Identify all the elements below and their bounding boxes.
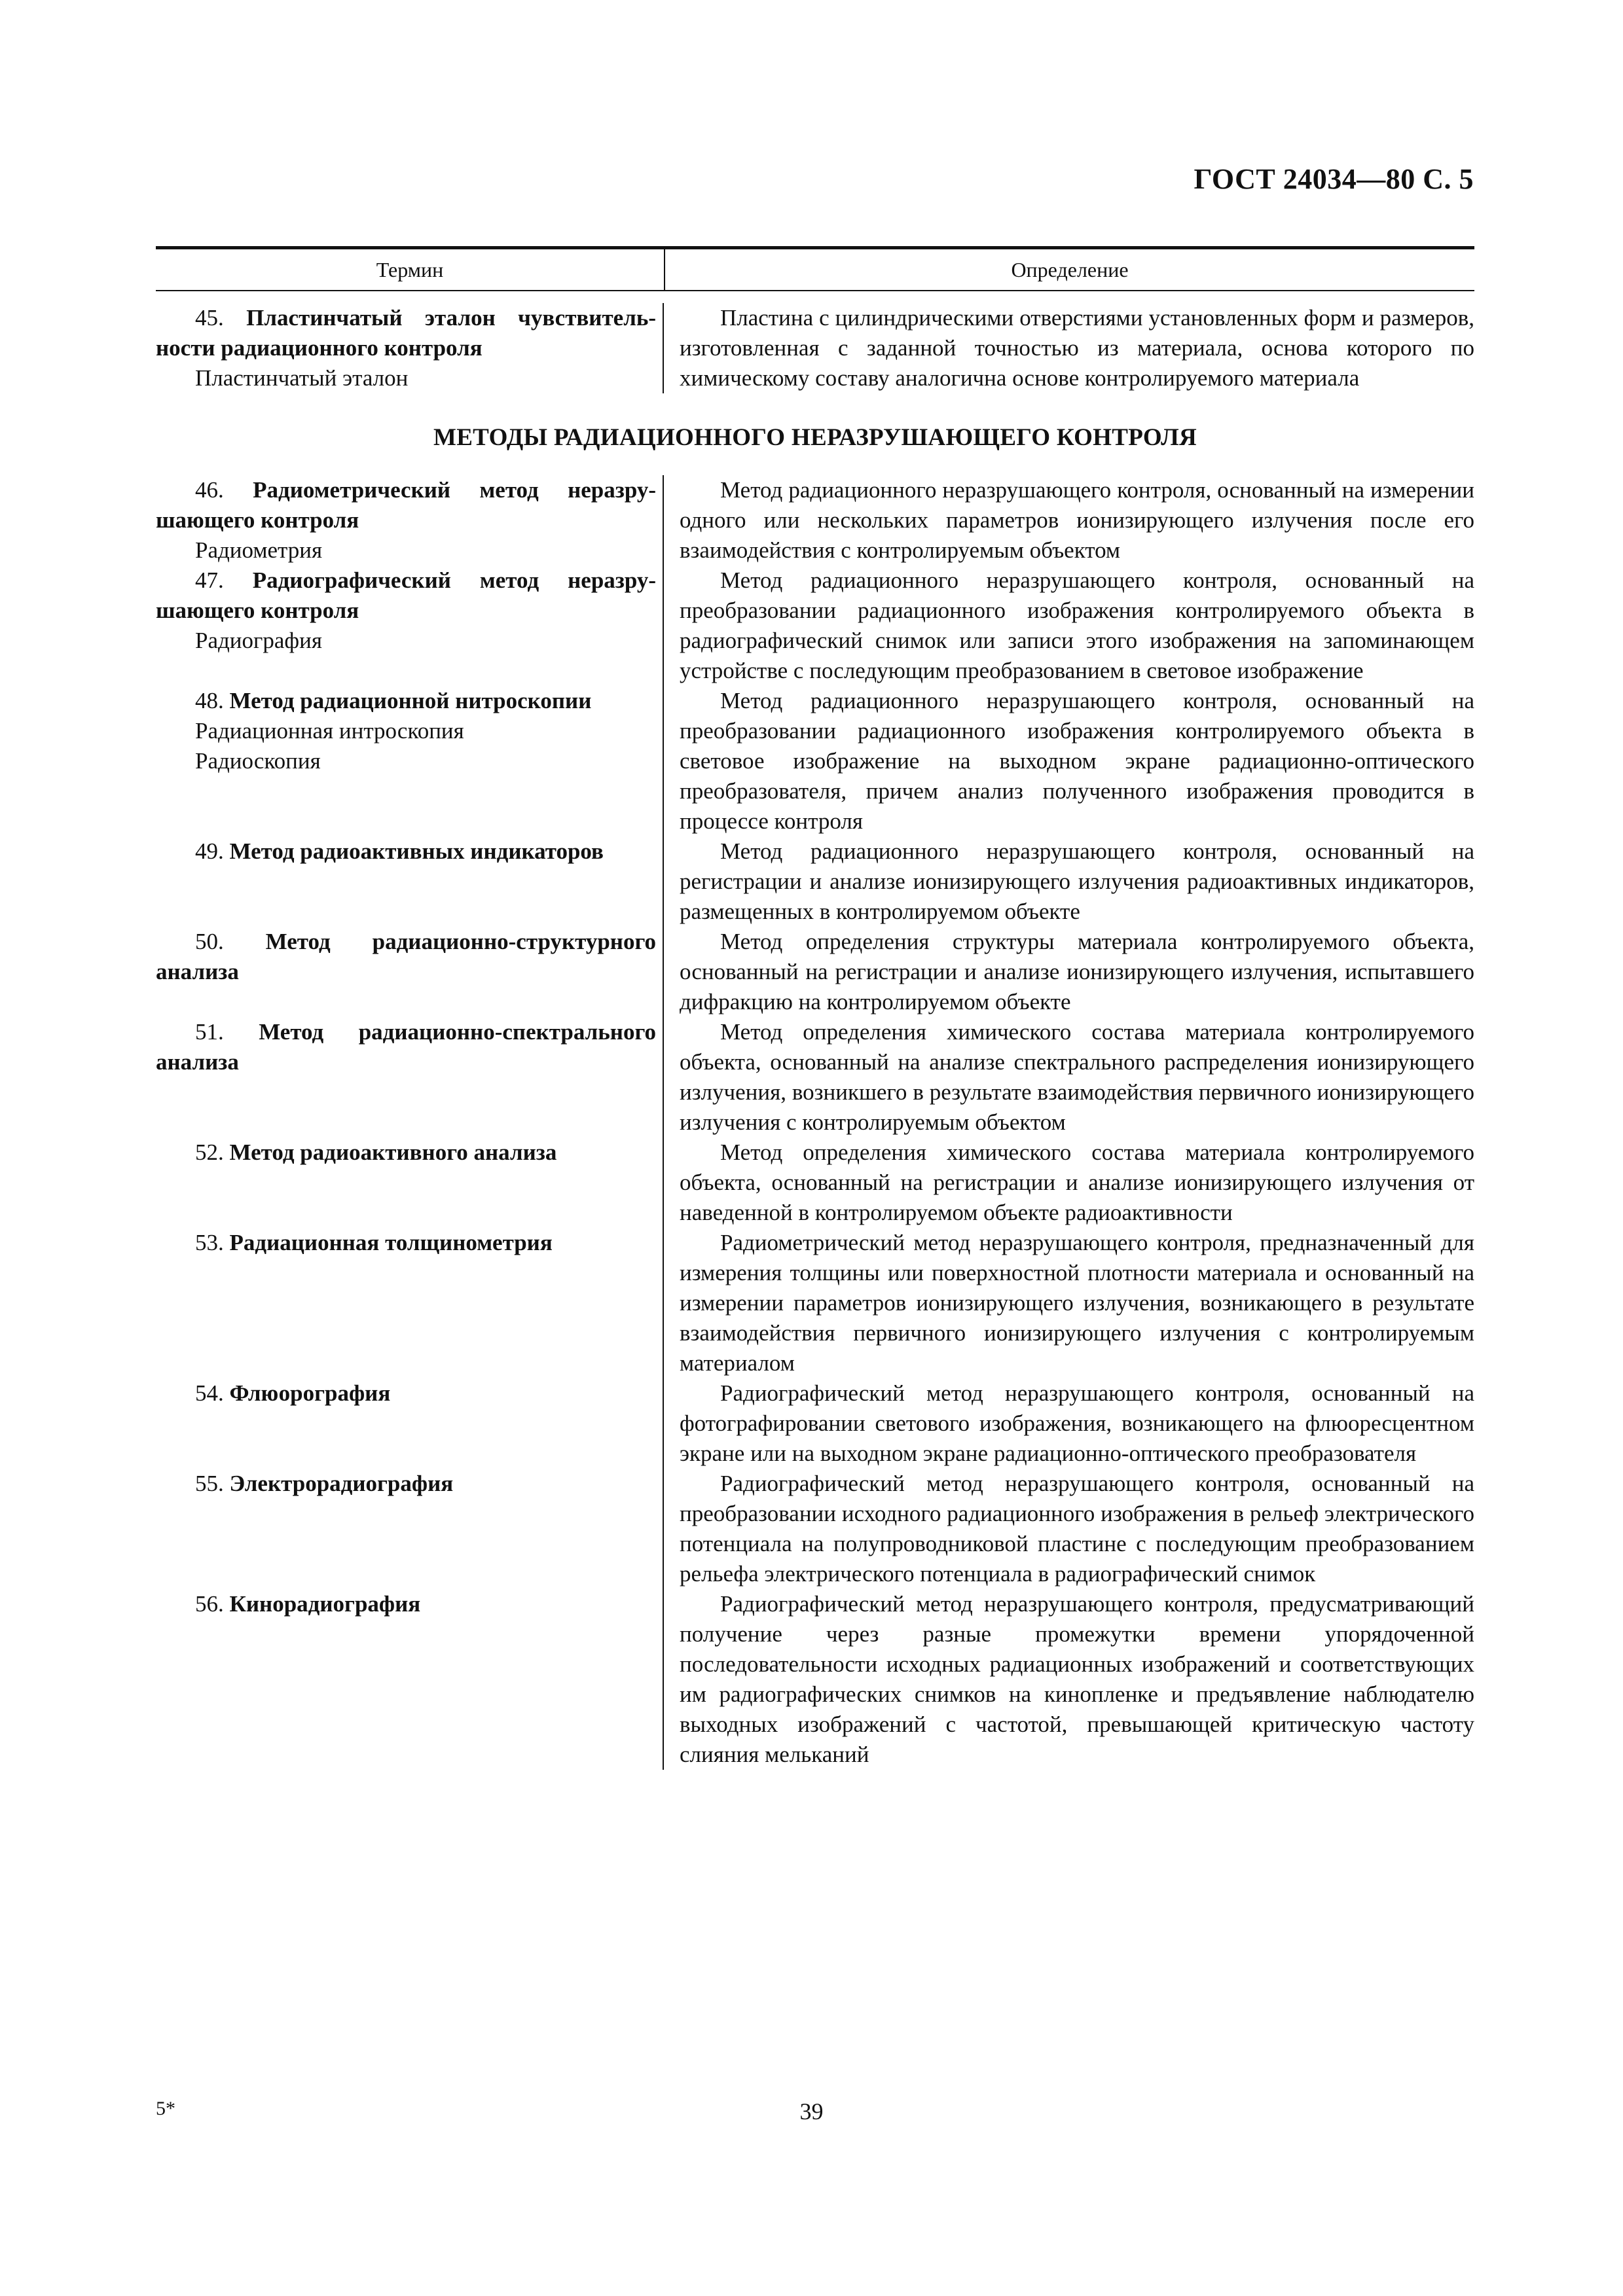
term-main (156, 1469, 656, 1499)
term-name: Радиационная толщинометрия (229, 1230, 553, 1255)
term-name: Метод радиационно-спектрального анализа (156, 1019, 656, 1075)
term-cell (156, 686, 664, 836)
table-row (156, 686, 1474, 836)
term-number: 46. (195, 477, 224, 503)
term-number: 47. (195, 567, 224, 593)
terms-table (156, 246, 1474, 1770)
table-row (156, 303, 1474, 393)
term-main (156, 1017, 656, 1077)
term-number: 55. (195, 1471, 224, 1496)
term-number: 45. (195, 305, 224, 331)
signature-mark: 5* (156, 2098, 175, 2119)
term-name: Флюорография (229, 1380, 391, 1406)
term-cell (156, 565, 664, 686)
term-cell (156, 1138, 664, 1228)
term-cell (156, 927, 664, 1017)
table-row (156, 1589, 1474, 1770)
column-header-definition: Определение (1011, 257, 1129, 281)
definition-cell (664, 686, 1474, 836)
term-number: 52. (195, 1139, 224, 1165)
term-number: 50. (195, 929, 224, 954)
definition-text: Метод определения химического состава материала контролируемого объекта, основанный на регистрации и анализе ионизирующего излучения от наведенной в контролируемом объекте радиоактивности (680, 1139, 1474, 1225)
definition-text: Пластина с цилиндрическими отверстиями установленных форм и размеров, изготовленная с заданной точностью из материала, основа которого по химическому составу аналогична основе контролируемого материала (680, 305, 1474, 391)
definition-text: Метод радиационного неразрушающего контроля, основанный на измерении одного или нескольких параметров ионизирующего излучения после его взаимодействия с контролируемым объектом (680, 477, 1474, 563)
term-number: 48. (195, 688, 224, 713)
definition-cell (664, 1469, 1474, 1589)
term-synonym: Радиоскопия (195, 748, 321, 774)
table-header (156, 246, 1474, 291)
definition-cell (664, 1589, 1474, 1770)
term-number: 53. (195, 1230, 224, 1255)
term-name: Метод радиоактивных индикаторов (229, 838, 604, 864)
definition-text: Метод определения структуры материала контролируемого объекта, основанный на регистрации и анализе ионизирующего излучения, испытавшего дифракцию на контролируемом объекте (680, 929, 1474, 1014)
term-name: Кинорадиография (229, 1591, 421, 1617)
term-name: Метод радиационной нитроскопии (229, 688, 592, 713)
table-row (156, 1469, 1474, 1589)
term-cell (156, 836, 664, 927)
term-main (156, 927, 656, 987)
section-title: МЕТОДЫ РАДИАЦИОННОГО НЕРАЗРУШАЮЩЕГО КОНТРОЛЯ (433, 424, 1197, 451)
definition-text: Метод радиационного неразрушающего контроля, основанный на преобразовании радиационного изображения контролируемого объекта в световое изображение на выходном экране радиационно-оптического преобразователя, причем анализ полученного изображения проводится в процессе контроля (680, 688, 1474, 834)
term-name: Пластинчатый эталон чувствительности радиационного контроля (156, 305, 656, 361)
term-number: 54. (195, 1380, 224, 1406)
table-row (156, 565, 1474, 686)
definition-cell (664, 836, 1474, 927)
table-row (156, 1138, 1474, 1228)
term-main (156, 565, 656, 626)
term-name: Метод радиационно-структурного анализа (156, 929, 656, 984)
document-code: ГОСТ 24034—80 С. 5 (1194, 163, 1474, 195)
definition-text: Радиографический метод неразрушающего контроля, основанный на преобразовании исходного радиационного изображения в рельеф электрического потенциала на полупроводниковой пластине с последующим преобразованием рельефа электрического потенциала в радиографический снимок (680, 1471, 1474, 1587)
definition-cell (664, 1228, 1474, 1378)
table-row (156, 927, 1474, 1017)
definition-cell (664, 303, 1474, 393)
term-name: Радиографический метод неразрушающего контроля (156, 567, 657, 623)
definition-text: Радиографический метод неразрушающего контроля, предусматривающий получение через разные промежутки времени упорядоченной последовательности исходных радиационных изображений и соответствующих им радиографических снимков на кинопленке и предъявление наблюдателю выходных изображений с частотой, превышающей критическую частоту слияния мельканий (680, 1591, 1474, 1767)
page-number: 39 (799, 2098, 824, 2125)
definition-text: Метод радиационного неразрушающего контроля, основанный на преобразовании радиационного изображения контролируемого объекта в радиографический снимок или записи этого изображения на запоминающем устройстве с последующим преобразованием в световое изображение (680, 567, 1474, 683)
term-number: 49. (195, 838, 224, 864)
definition-cell (664, 1378, 1474, 1469)
term-cell (156, 1228, 664, 1378)
definition-text: Метод радиационного неразрушающего контроля, основанный на регистрации и анализе ионизирующего излучения радиоактивных индикаторов, размещенных в контролируемом объекте (680, 838, 1474, 924)
term-cell (156, 1469, 664, 1589)
term-name: Электрорадиография (229, 1471, 454, 1496)
table-row (156, 1378, 1474, 1469)
definition-text: Радиометрический метод неразрушающего контроля, предназначенный для измерения толщины или поверхностной плотности материала и основанный на измерении параметров ионизирующего излучения, возникающего в результате взаимодействия первичного ионизирующего излучения с контролируемым материалом (680, 1230, 1474, 1376)
term-number: 51. (195, 1019, 224, 1045)
term-main (156, 836, 656, 867)
term-main (156, 1589, 656, 1619)
term-name: Метод радиоактивного анализа (229, 1139, 557, 1165)
definition-cell (664, 1017, 1474, 1138)
table-row (156, 475, 1474, 565)
column-header-term: Термин (156, 249, 665, 290)
term-main (156, 303, 656, 363)
term-cell (156, 1589, 664, 1770)
table-row (156, 836, 1474, 927)
term-main (156, 1228, 656, 1258)
term-cell (156, 475, 664, 565)
term-synonym: Пластинчатый эталон (195, 365, 409, 391)
definition-text: Метод определения химического состава материала контролируемого объекта, основанный на анализе спектрального распределения ионизирующего излучения, возникшего в результате взаимодействия первичного ионизирующего излучения с контролируемым объектом (680, 1019, 1474, 1135)
term-number: 56. (195, 1591, 224, 1617)
term-name: Радиометрический метод неразрушающего контроля (156, 477, 657, 533)
term-synonym: Радиометрия (195, 537, 323, 563)
table-row (156, 1017, 1474, 1138)
term-main (156, 475, 656, 535)
term-cell (156, 303, 664, 393)
definition-cell (664, 475, 1474, 565)
term-main (156, 1378, 656, 1408)
term-cell (156, 1017, 664, 1138)
definition-cell (664, 927, 1474, 1017)
term-main (156, 686, 656, 716)
rows-main (156, 475, 1474, 1770)
term-main (156, 1138, 656, 1168)
term-cell (156, 1378, 664, 1469)
definition-cell (664, 565, 1474, 686)
definition-cell (664, 1138, 1474, 1228)
term-synonym: Радиационная интроскопия (195, 718, 464, 744)
definition-text: Радиографический метод неразрушающего контроля, основанный на фотографировании светового изображения, возникающего на флюоресцентном экране или на выходном экране радиационно-оптического преобразователя (680, 1380, 1474, 1466)
table-row (156, 1228, 1474, 1378)
term-synonym: Радиография (195, 628, 322, 653)
rows-top (156, 291, 1474, 393)
